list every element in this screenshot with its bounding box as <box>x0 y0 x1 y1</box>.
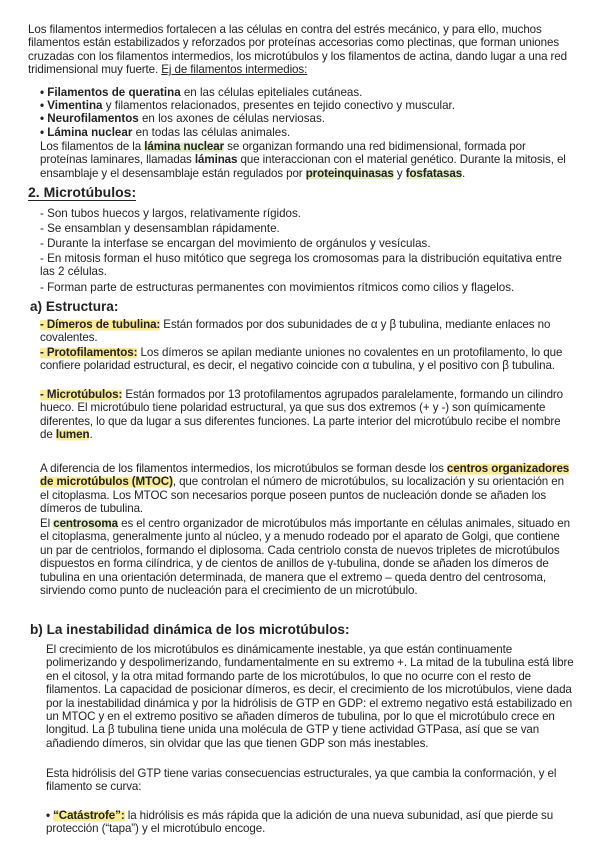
list-item: • Vimentina y filamentos relacionados, presentes en tejido conectivo y muscular. <box>40 99 570 112</box>
list-item: • Filamentos de queratina en las células epiteliales cutáneas. <box>40 86 570 99</box>
gtp-hidrolisis-paragraph: Esta hidrólisis del GTP tiene varias consecuencias estructurales, ya que cambia la conformación, y el filamento se curva: <box>46 767 557 794</box>
mtoc-paragraph: A diferencia de los filamentos intermedios, los microtúbulos se forman desde los centros organizadores de microtúbulos (MTOC), que controlan el número de microtúbulos, su localización y su orientación en el citoplasma. Los MTOC son necesarios porque poseen puntos de nucleación donde se añaden los dímeros de tubulina. <box>40 462 570 516</box>
list-item: - Se ensamblan y desensamblan rápidamente. <box>40 221 575 236</box>
microtubulos-paragraph: - Microtúbulos: Están formados por 13 protofilamentos agrupados paralelamente, formando un cilindro hueco. El microtúbulo tiene polaridad estructural, ya que sus dos extremos (+ y -) son químicamente diferentes, lo que da lugar a sus diferentes funciones. La parte interior del microtúbulo recibe el nombre de lumen. <box>40 388 564 442</box>
list-item: • Lámina nuclear en todas las células animales. <box>40 126 570 139</box>
section-title-microtubulos: 2. Microtúbulos: <box>28 184 137 200</box>
intro-paragraph <box>28 23 576 77</box>
examples-heading: Ej de filamentos intermedios: <box>161 63 308 77</box>
list-item: - Durante la interfase se encargan del movimiento de orgánulos y vesículas. <box>40 236 575 251</box>
list-item: • Neurofilamentos en los axones de células nerviosas. <box>40 112 570 125</box>
list-item: - En mitosis forman el huso mitótico que segrega los cromosomas para la distribución equitativa entre las 2 células. <box>40 252 575 279</box>
intro-text: Los filamentos intermedios fortalecen a las células en contra del estrés mecánico, y para ello, muchos filamentos están estabilizados y reforzados por proteínas accesorias como plectinas, que forman uniones cruzadas con los filamentos intermedios, los microtúbulos y los filamentos de actina, dando lugar a una red tridimensional muy fuerte. <box>28 23 568 77</box>
list-item: - Son tubos huecos y largos, relativamente rígidos. <box>40 206 575 221</box>
list-item: - Forman parte de estructuras permanentes con movimientos rítmicos como cilios y flagelos. <box>40 280 575 295</box>
examples-list <box>40 86 570 139</box>
microtubulos-list <box>40 206 575 296</box>
centrosoma-paragraph: El centrosoma es el centro organizador de microtúbulos más importante en células animales, situado en el citoplasma, generalmente junto al núcleo, y a menudo rodeado por el aparato de Golgi, que contiene un par de centriolos, formando el diplosoma. Cada centriolo consta de nuevos tripletes de microtúbulos dispuestos en forma cilíndrica, y de cientos de anillos de γ-tubulina, donde se añaden los dímeros de tubulina en una orientación determinada, de manera que el extremo – queda dentro del centrosoma, sirviendo como punto de nucleación para el crecimiento de un microtúbulo. <box>40 517 570 598</box>
subsection-title-inestabilidad: b) La inestabilidad dinámica de los microtúbulos: <box>30 622 350 637</box>
inestabilidad-paragraph: El crecimiento de los microtúbulos es dinámicamente inestable, ya que están continuamente polimerizando y despolimerizando, fundamentalmente en su extremo +. La mitad de la tubulina está libre en el citosol, y la otra mitad formando parte de los microtúbulos, lo que no ocurre con el resto de filamentos. La capacidad de posicionar dímeros, es decir, el crecimiento de los microtúbulos, viene dada por la inestabilidad dinámica y por la hidrólisis de GTP en GDP: el extremo negativo está estabilizado en un MTOC y en el extremo positivo se añaden dímeros de tubulina, por lo que el microtúbulo crece en longitud. La β tubulina tiene unida una molécula de GTP y tiene actividad GTPasa, así que se van añadiendo dímeros, sin olvidar que las que tienen GDP son más inestables. <box>46 643 574 750</box>
protofilamentos-paragraph: - Protofilamentos: Los dímeros se apilan mediante uniones no covalentes en un protofilamento, lo que confiere polaridad estructural, es decir, el negativo coincide con α tubulina, y el positivo con β tubulina. <box>40 346 563 373</box>
catastrofe-paragraph: • “Catástrofe”: la hidrólisis es más rápida que la adición de una nueva subunidad, así que pierde su protección (“tapa”) y el microtúbulo encoge. <box>46 809 554 836</box>
dimeros-paragraph: - Dímeros de tubulina: Están formados por dos subunidades de α y β tubulina, mediante enlaces no covalentes. <box>40 318 551 345</box>
lamina-paragraph: Los filamentos de la lámina nuclear se organizan formando una red bidimensional, formada por proteínas laminares, llamadas láminas que interaccionan con el material genético. Durante la mitosis, el ensamblaje y el desensamblaje están regulados por proteinquinasas y fosfatasas. <box>40 140 566 180</box>
subsection-title-estructura: a) Estructura: <box>30 299 119 314</box>
bullet: • <box>46 809 54 822</box>
